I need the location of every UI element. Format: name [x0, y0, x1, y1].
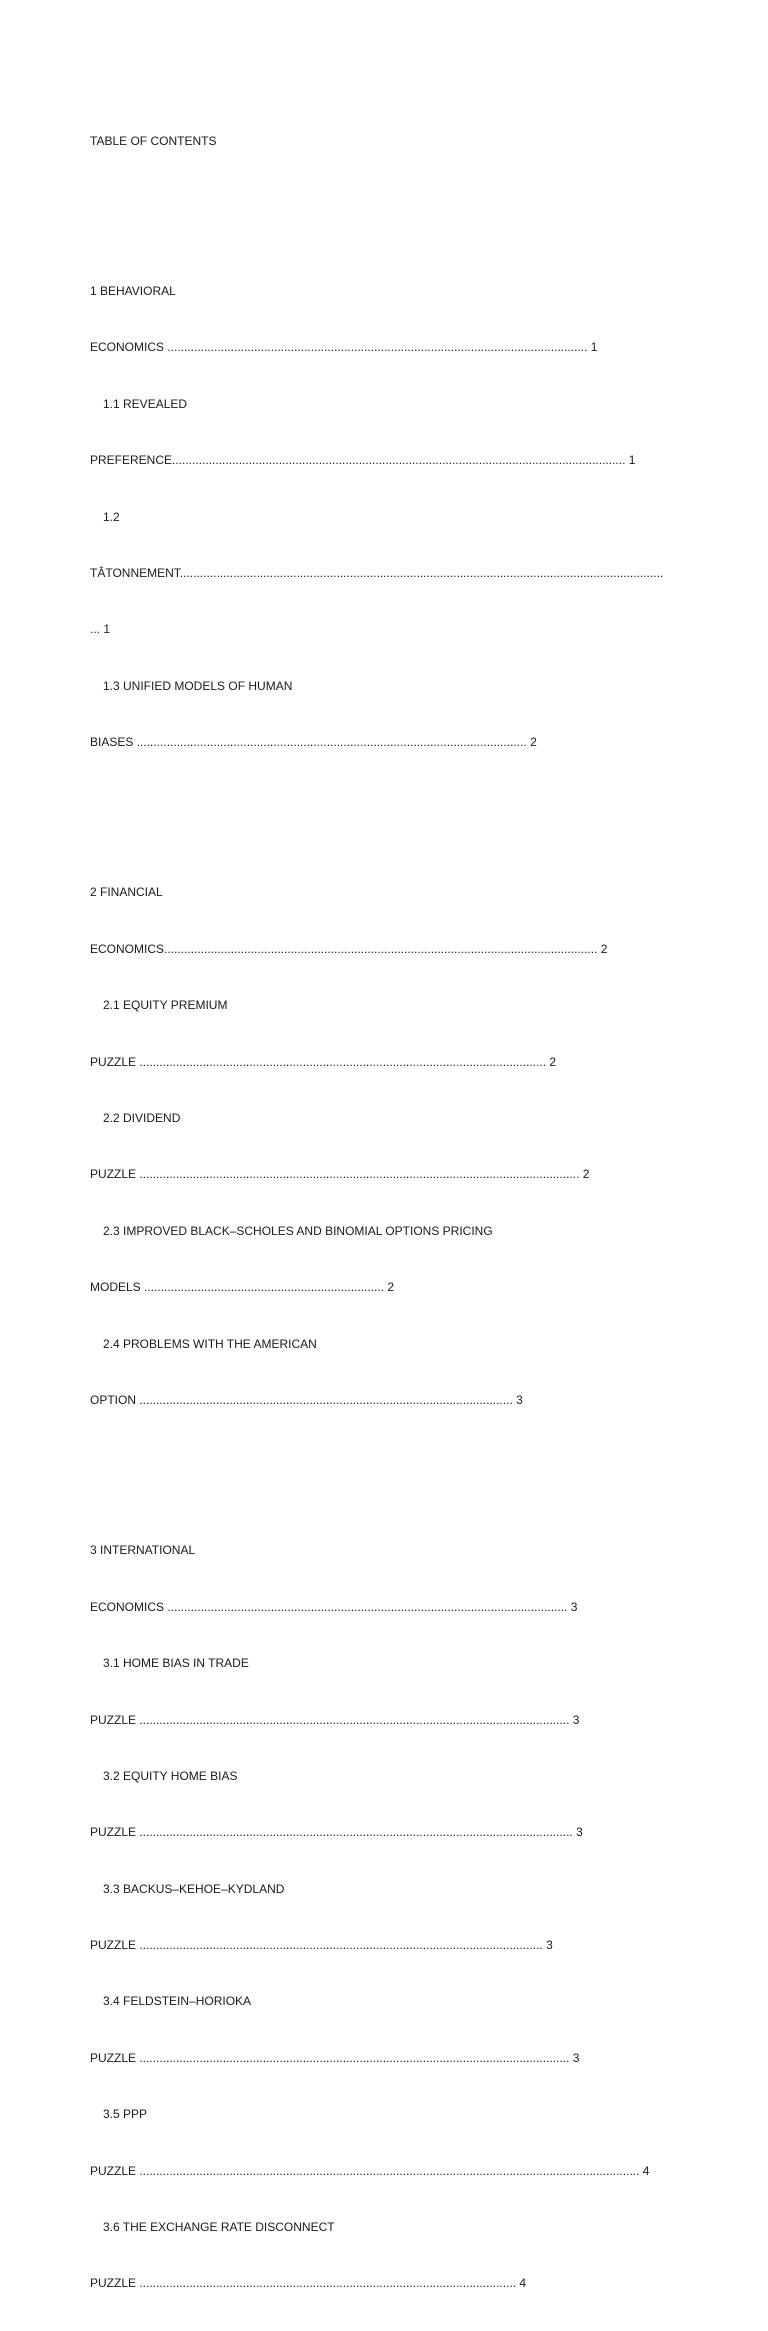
toc-section-heading[interactable]: 3 INTERNATIONAL — [90, 1543, 196, 1558]
spacer — [90, 789, 690, 808]
toc-entry-heading[interactable]: 1.3 UNIFIED MODELS OF HUMAN — [103, 678, 293, 693]
toc-entry-leader[interactable]: MODELS ........................................................................ 2 — [90, 1280, 395, 1295]
toc-entry-leader[interactable]: PUZZLE .......................................................................................................................... 2 — [90, 1054, 557, 1069]
toc-section-heading[interactable]: 1 BEHAVIORAL — [90, 283, 176, 298]
toc-entry-leader-continuation[interactable]: ... 1 — [90, 622, 111, 637]
toc-entry-heading[interactable]: 3.4 FELDSTEIN–HORIOKA — [103, 1994, 252, 2009]
toc-entry-leader[interactable]: OPTION ................................................................................................................ 3 — [90, 1392, 523, 1407]
toc-entry-heading[interactable]: 1.2 — [103, 509, 120, 524]
toc-entry-leader[interactable]: PUZZLE .................................................................................................................................. 3 — [90, 1825, 583, 1840]
toc-entry-leader[interactable]: BIASES ..................................................................................................................... 2 — [90, 735, 537, 750]
toc-entry-heading[interactable]: 1.1 REVEALED — [103, 396, 188, 411]
spacer — [90, 1447, 690, 1466]
toc-section-leader[interactable]: ECONOMICS.................................................................................................................................. 2 — [90, 941, 608, 956]
toc-entry-leader[interactable]: PUZZLE ......................................................................................................................... 3 — [90, 1938, 553, 1953]
toc-section-leader[interactable]: ECONOMICS ........................................................................................................................ 3 — [90, 1599, 578, 1614]
toc-entry-leader[interactable]: PUZZLE ................................................................................................................................. 3 — [90, 1712, 580, 1727]
toc-entry-heading[interactable]: 2.2 DIVIDEND — [103, 1111, 181, 1126]
table-of-contents — [90, 94, 690, 2331]
toc-entry-heading[interactable]: 3.2 EQUITY HOME BIAS — [103, 1768, 238, 1783]
toc-entry-leader[interactable]: PUZZLE ................................................................................................................. 4 — [90, 2276, 527, 2291]
toc-entry-heading[interactable]: 2.3 IMPROVED BLACK–SCHOLES AND BINOMIAL OPTIONS PRICING — [103, 1223, 493, 1238]
toc-entry-leader[interactable]: PREFERENCE........................................................................................................................................ 1 — [90, 453, 636, 468]
toc-entry-heading[interactable]: 3.1 HOME BIAS IN TRADE — [103, 1656, 249, 1671]
toc-entry-heading[interactable]: 2.4 PROBLEMS WITH THE AMERICAN — [103, 1336, 317, 1351]
toc-section-heading[interactable]: 2 FINANCIAL — [90, 885, 163, 900]
toc-entry-leader[interactable]: PUZZLE ...................................................................................................................................................... 4 — [90, 2163, 650, 2178]
toc-title: TABLE OF CONTENTS — [90, 133, 217, 148]
toc-entry-heading[interactable]: 3.6 THE EXCHANGE RATE DISCONNECT — [103, 2220, 335, 2235]
toc-entry-leader[interactable]: PUZZLE .................................................................................................................................... 2 — [90, 1167, 590, 1182]
toc-entry-heading[interactable]: 3.3 BACKUS–KEHOE–KYDLAND — [103, 1881, 285, 1896]
toc-entry-heading[interactable]: 2.1 EQUITY PREMIUM — [103, 998, 228, 1013]
toc-entry-leader[interactable]: PUZZLE ................................................................................................................................. 3 — [90, 2050, 580, 2065]
toc-entry-heading[interactable]: 3.5 PPP — [103, 2107, 148, 2122]
toc-entry-leader[interactable]: TÂTONNEMENT................................................................................................................................................. — [90, 565, 664, 580]
toc-section-leader[interactable]: ECONOMICS .............................................................................................................................. 1 — [90, 340, 598, 355]
spacer — [90, 188, 690, 207]
